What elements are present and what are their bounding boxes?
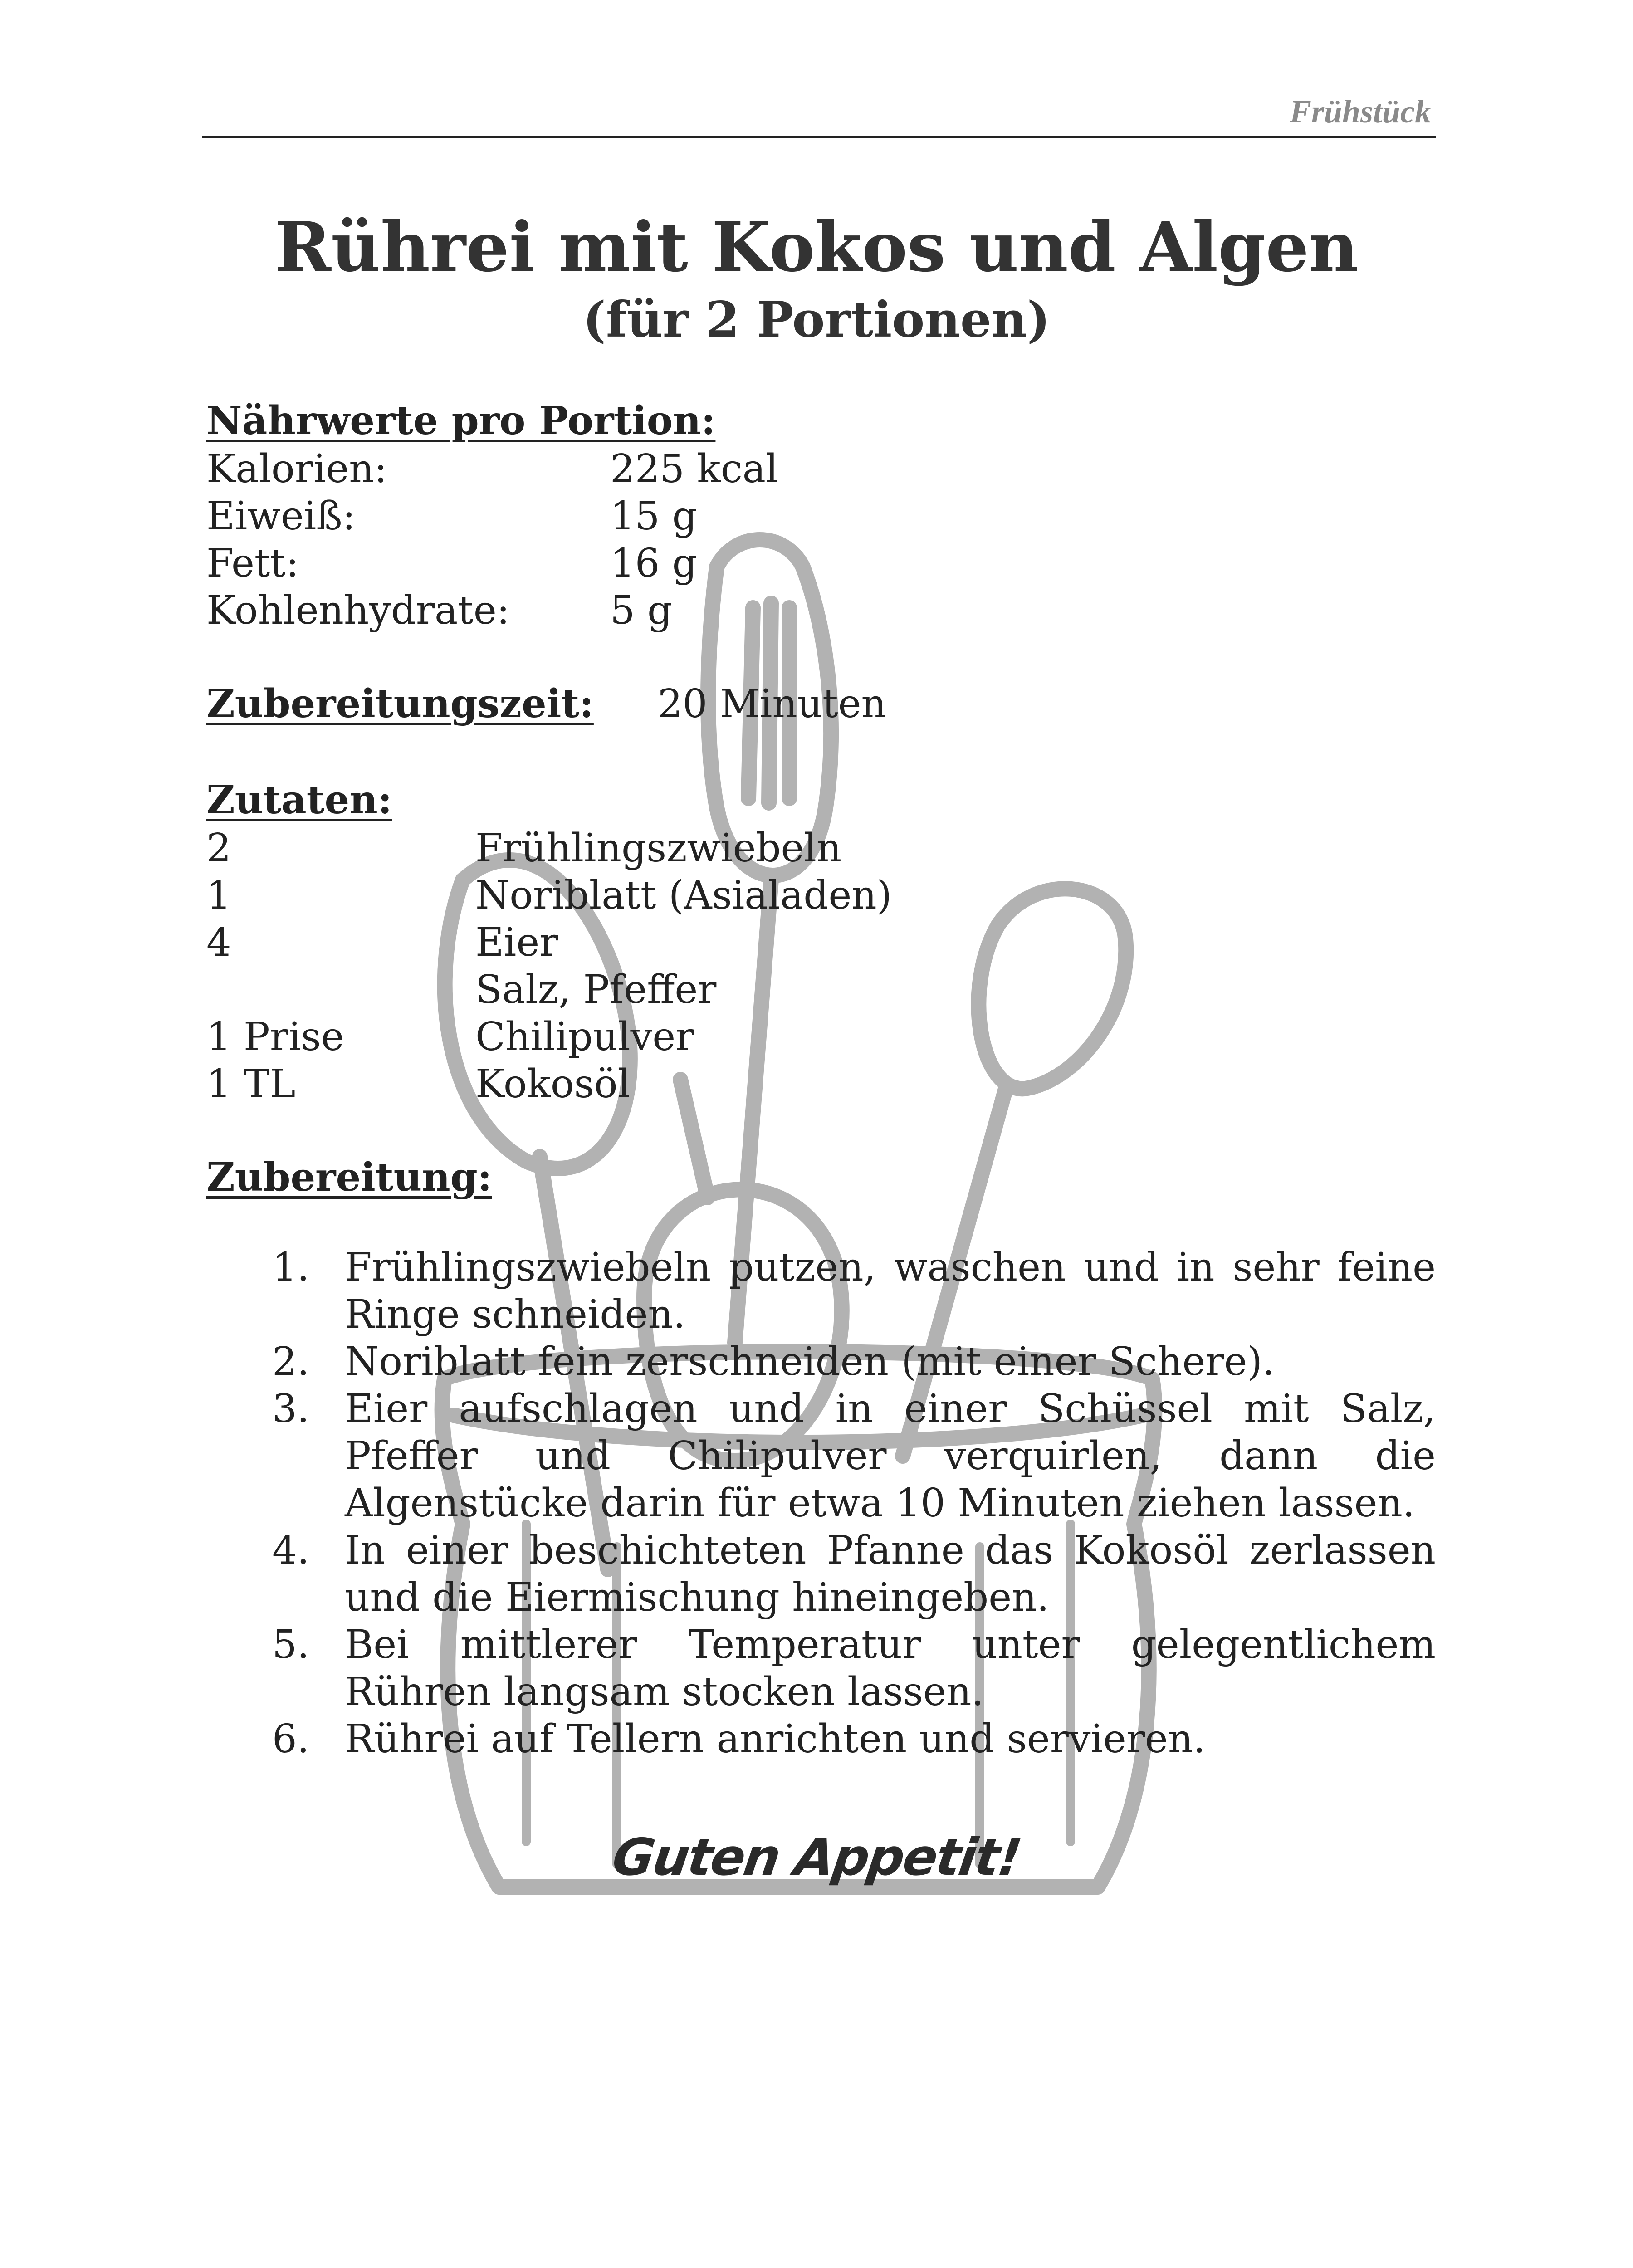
preparation-step [272, 1338, 1436, 1385]
step-number: 1. [272, 1245, 310, 1290]
step-text: Eier aufschlagen und in einer Schüssel mit Salz, Pfeffer und Chilipulver verquirlen, dann die Algenstücke darin für etwa 10 Minuten ziehen lassen. [345, 1386, 1436, 1526]
ingredient-amount: 1 Prise [206, 1014, 344, 1060]
preparation-step [272, 1527, 1436, 1621]
ingredient-amount: 2 [206, 826, 231, 871]
nutrition-value: 16 g [610, 541, 697, 586]
preparation-step [272, 1385, 1436, 1527]
ingredient-name: Eier [475, 920, 558, 965]
step-text: Bei mittlerer Temperatur unter gelegentlichem Rühren langsam stocken lassen. [345, 1622, 1436, 1715]
preparation-step [272, 1716, 1436, 1763]
running-header-section: Frühstück [1289, 93, 1431, 130]
preparation-steps [272, 1244, 1436, 1763]
header-rule [202, 136, 1436, 138]
prep-time-label: Zubereitungszeit: [206, 681, 594, 727]
nutrition-label: Fett: [206, 541, 299, 586]
ingredient-name: Kokosöl [475, 1061, 631, 1107]
step-number: 5. [272, 1622, 310, 1667]
step-text: In einer beschichteten Pfanne das Kokosöl zerlassen und die Eiermischung hineingeben. [345, 1528, 1436, 1620]
nutrition-value: 5 g [610, 588, 673, 633]
nutrition-label: Eiweiß: [206, 494, 356, 539]
ingredient-name: Frühlingszwiebeln [475, 826, 842, 871]
step-text: Noriblatt fein zerschneiden (mit einer Schere). [345, 1339, 1275, 1384]
step-number: 3. [272, 1386, 310, 1432]
step-number: 4. [272, 1528, 310, 1573]
ingredient-name: Salz, Pfeffer [475, 967, 717, 1012]
step-text: Frühlingszwiebeln putzen, waschen und in sehr feine Ringe schneiden. [345, 1245, 1436, 1337]
ingredients-heading: Zutaten: [206, 777, 392, 823]
ingredient-name: Chilipulver [475, 1014, 694, 1060]
nutrition-label: Kalorien: [206, 446, 387, 492]
step-number: 2. [272, 1339, 310, 1384]
prep-time-value: 20 Minuten [658, 681, 886, 727]
nutrition-heading: Nährwerte pro Portion: [206, 398, 716, 444]
preparation-heading: Zubereitung: [206, 1154, 492, 1200]
step-number: 6. [272, 1716, 310, 1762]
ingredient-name: Noriblatt (Asialaden) [475, 873, 892, 918]
preparation-step [272, 1621, 1436, 1716]
recipe-title: Rührei mit Kokos und Algen [274, 207, 1359, 287]
step-text: Rührei auf Tellern anrichten und servieren. [345, 1716, 1206, 1762]
ingredient-amount: 4 [206, 920, 231, 965]
closing-greeting: Guten Appetit! [609, 1828, 1024, 1887]
preparation-step [272, 1244, 1436, 1338]
nutrition-label: Kohlenhydrate: [206, 588, 510, 633]
nutrition-value: 225 kcal [610, 446, 778, 492]
ingredient-amount: 1 [206, 873, 231, 918]
recipe-subtitle: (für 2 Portionen) [582, 291, 1051, 348]
nutrition-value: 15 g [610, 494, 697, 539]
ingredient-amount: 1 TL [206, 1061, 296, 1107]
